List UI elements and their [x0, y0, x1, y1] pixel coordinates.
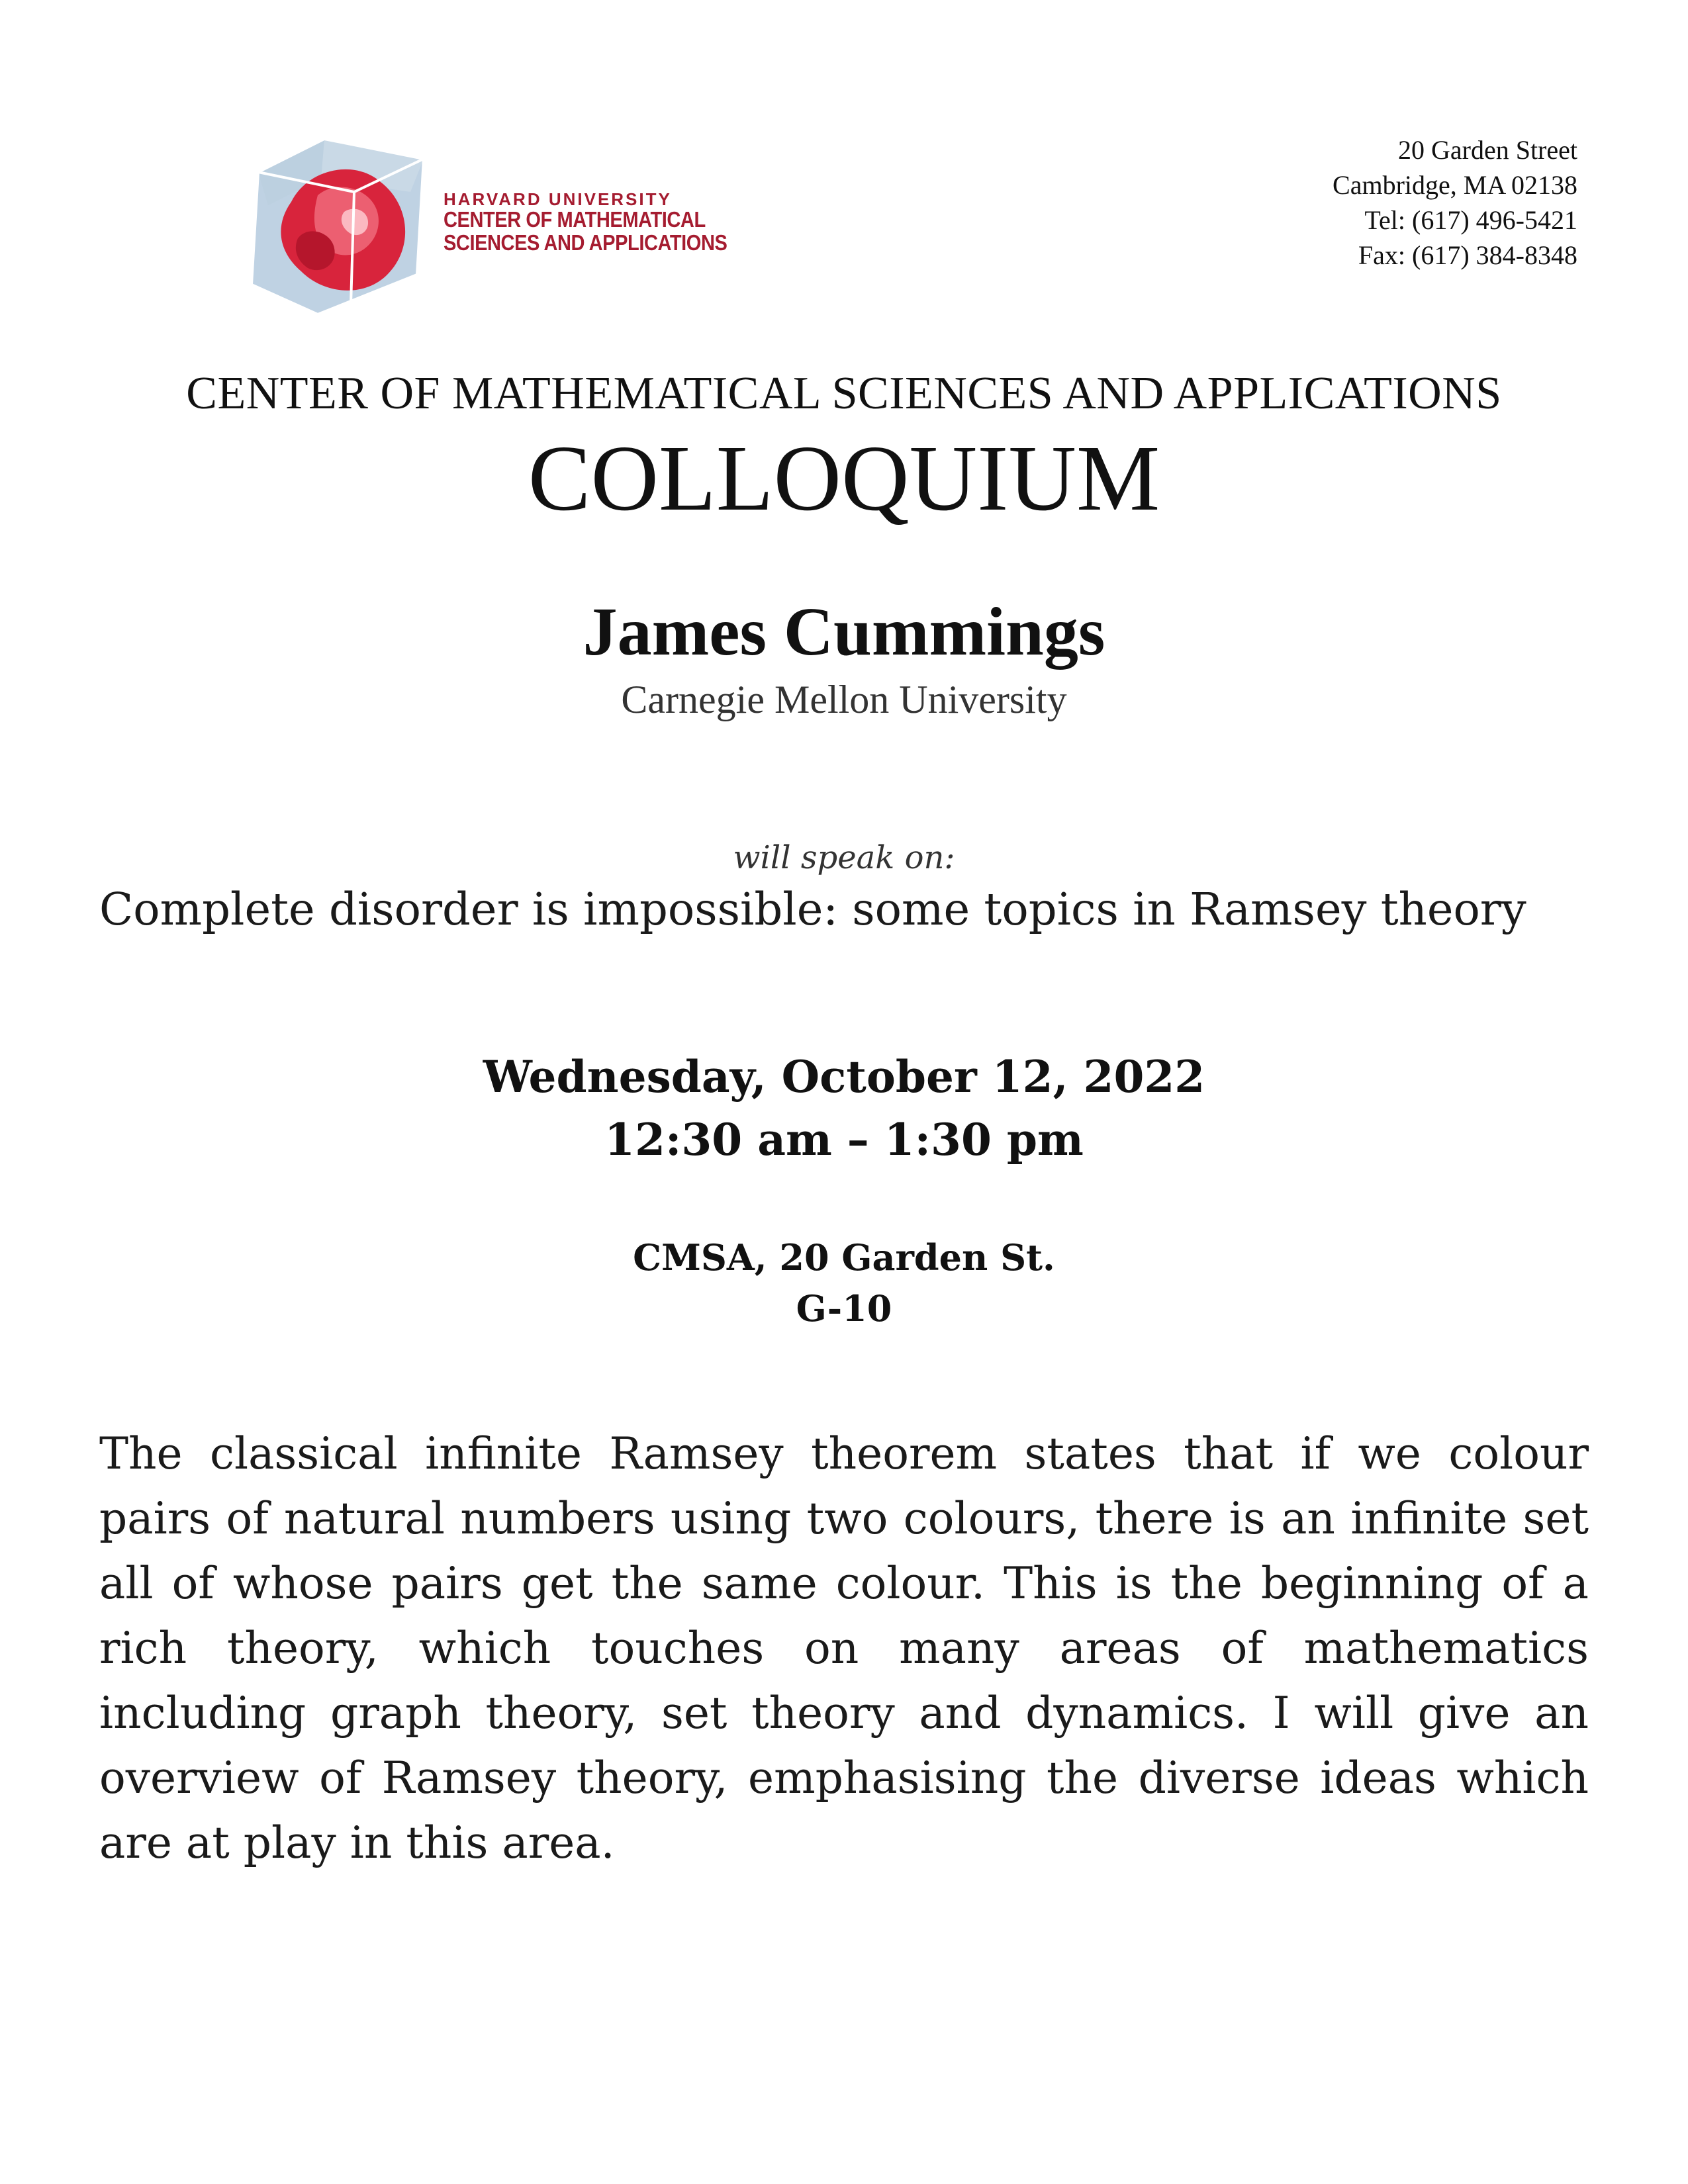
logo-line-sciences: SCIENCES AND APPLICATIONS	[444, 230, 727, 255]
address-block	[1333, 132, 1577, 273]
event-time: 12:30 am – 1:30 pm	[604, 1114, 1084, 1165]
abstract-text: The classical infinite Ramsey theorem states that if we colour pairs of natural numbers using two colours, there is an infinite set all of whose pairs get the same colour. This is the beginning of a rich theory, which touches on many areas of mathematics including graph theory, set theory and dynamics. I will give an overview of Ramsey theory, emphasising the diverse ideas which are at play in this area.	[99, 1428, 1589, 1868]
series-title: COLLOQUIUM	[528, 426, 1160, 530]
speaker-name: James Cummings	[583, 594, 1105, 670]
address-tel: Tel: (617) 496-5421	[1364, 205, 1577, 235]
event-location: CMSA, 20 Garden St.	[633, 1236, 1055, 1279]
cube-logo-icon	[245, 132, 437, 324]
logo-wordmark	[444, 191, 766, 255]
event-room: G-10	[796, 1287, 892, 1330]
logo-line-harvard: HARVARD UNIVERSITY	[444, 189, 672, 209]
talk-title: Complete disorder is impossible: some topics in Ramsey theory	[99, 884, 1526, 935]
speaker-affiliation: Carnegie Mellon University	[621, 678, 1067, 721]
center-title: CENTER OF MATHEMATICAL SCIENCES AND APPLICATIONS	[186, 368, 1502, 419]
address-street: 20 Garden Street	[1397, 135, 1577, 165]
logo-line-center: CENTER OF MATHEMATICAL	[444, 207, 706, 232]
address-fax: Fax: (617) 384-8348	[1358, 240, 1577, 270]
will-speak-label: will speak on:	[733, 839, 955, 876]
event-date: Wednesday, October 12, 2022	[483, 1051, 1205, 1103]
cmsa-logo	[245, 132, 727, 324]
address-city: Cambridge, MA 02138	[1333, 170, 1577, 200]
